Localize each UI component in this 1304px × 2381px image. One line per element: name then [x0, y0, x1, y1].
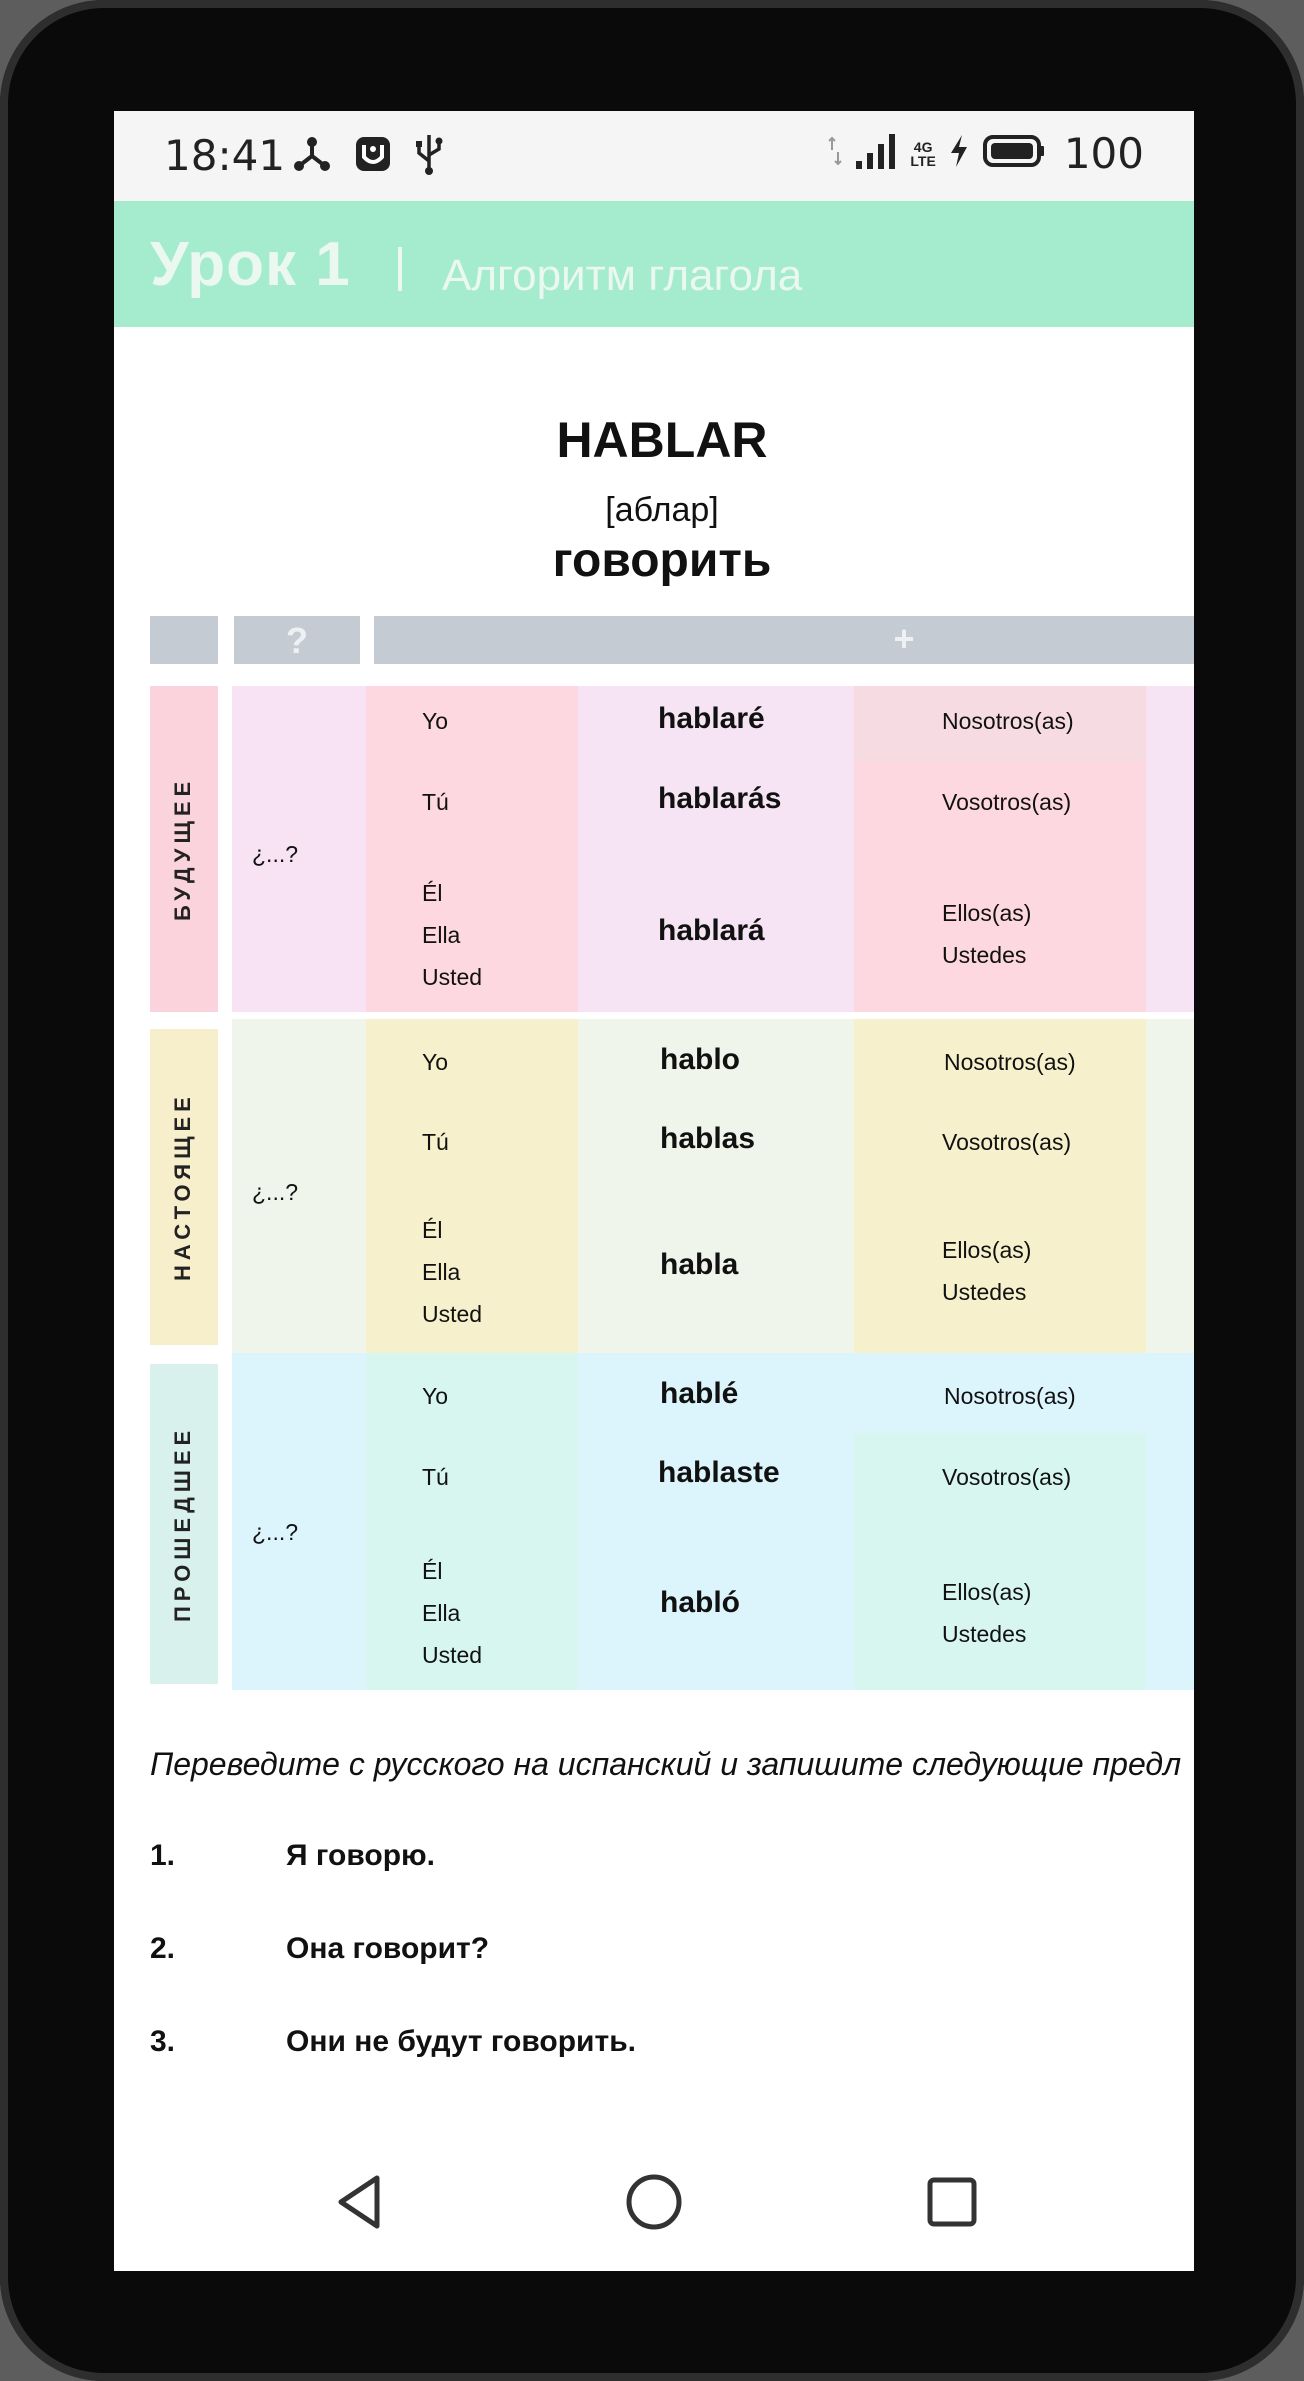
screen — [114, 111, 1194, 2271]
form-yo-past: hablé — [660, 1377, 739, 1410]
exercise-number-3: 3. — [150, 2025, 176, 2058]
pronoun-cell-future: Yo Tú Él Ella Usted — [366, 686, 578, 1012]
verb-word: HABLAR — [556, 412, 768, 468]
pronoun-cell-past: Yo Tú Él Ella Usted — [366, 1353, 578, 1690]
question-cell-present: ¿...? — [232, 1019, 366, 1353]
question-cell-past: ¿...? — [232, 1353, 366, 1690]
status-time: 18:41 — [164, 131, 286, 180]
plural-pronoun-cell-past: Nosotros(as) Vosotros(as) Ellos(as) Ustedes — [854, 1353, 1146, 1690]
form-yo-present: hablo — [660, 1043, 740, 1076]
tense-label-future: БУДУЩЕЕ — [150, 686, 218, 1012]
exercise-text-2: Она говорит? — [286, 1932, 490, 1965]
form-cell-past — [578, 1353, 854, 1690]
conjugation-table — [114, 111, 1194, 2271]
lesson-title: Урок 1 — [150, 230, 351, 299]
verb-pronunciation: [аблар] — [605, 491, 719, 529]
table-header-positive: + — [374, 616, 1194, 664]
question-cell-future: ¿...? — [232, 686, 366, 1012]
table-header-corner — [150, 616, 218, 664]
plural-pronoun-cell-future: Nosotros(as) Vosotros(as) Ellos(as) Ustedes — [854, 686, 1146, 1012]
navigation-bar — [114, 2133, 1194, 2271]
form-el-past: habló — [660, 1586, 740, 1619]
form-cell-present — [578, 1019, 854, 1353]
exercise-instructions: Переведите с русского на испанский и запишите следующие предл — [150, 1746, 1182, 1782]
form-el-present: habla — [660, 1248, 739, 1281]
form-tu-future: hablarás — [658, 782, 782, 815]
home-icon — [624, 2172, 684, 2232]
form-cell-future — [578, 686, 854, 1012]
table-header-question: ? — [234, 616, 360, 664]
pronoun-cell-present: Yo Tú Él Ella Usted — [366, 1019, 578, 1353]
form-el-future: hablará — [658, 914, 765, 947]
tense-label-present: НАСТОЯЩЕЕ — [150, 1029, 218, 1345]
recents-icon — [924, 2174, 980, 2230]
lesson-subtitle: Алгоритм глагола — [442, 251, 803, 300]
form-tu-past: hablaste — [658, 1456, 780, 1489]
tense-label-past: ПРОШЕДШЕЕ — [150, 1364, 218, 1684]
network-type-label: 4G LTE — [910, 138, 936, 169]
plural-pronoun-cell-present: Nosotros(as) Vosotros(as) Ellos(as) Ustedes — [854, 1019, 1146, 1353]
exercise-number-2: 2. — [150, 1932, 176, 1965]
back-icon — [331, 2172, 387, 2232]
exercise-text-3: Они не будут говорить. — [286, 2025, 636, 2058]
recents-button[interactable] — [917, 2167, 987, 2237]
exercise-text-1: Я говорю. — [286, 1839, 435, 1872]
back-button[interactable] — [324, 2167, 394, 2237]
verb-translation: говорить — [552, 534, 772, 587]
home-button[interactable] — [619, 2167, 689, 2237]
form-yo-future: hablaré — [658, 702, 765, 735]
battery-percent: 100 — [1063, 129, 1144, 178]
exercise-number-1: 1. — [150, 1839, 176, 1872]
form-tu-present: hablas — [660, 1122, 756, 1155]
